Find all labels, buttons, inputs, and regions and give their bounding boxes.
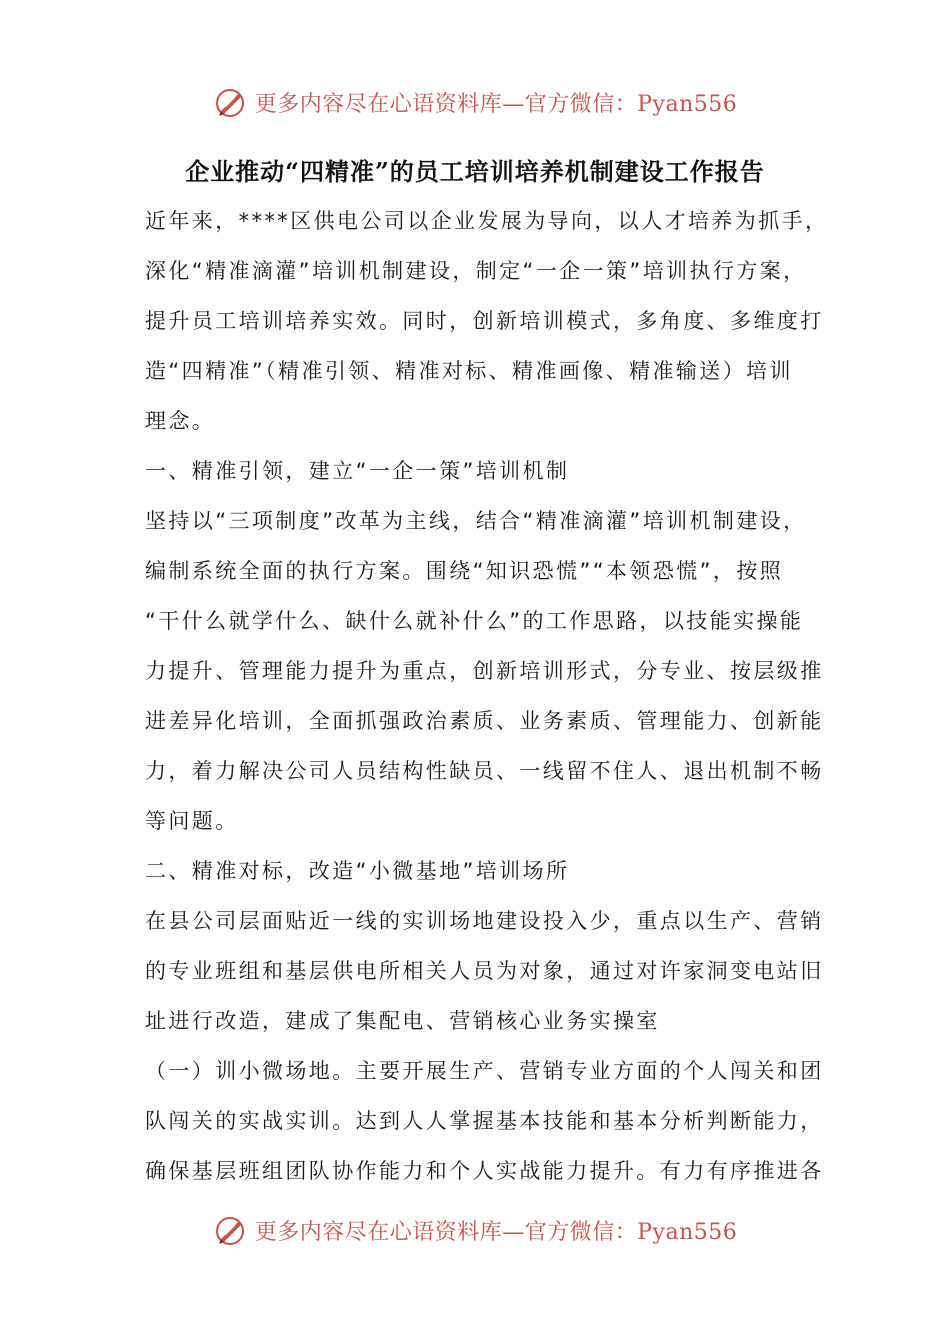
body-line: 深化“精准滴灌”培训机制建设，制定“一企一策”培训执行方案， xyxy=(145,259,807,283)
document-title: 企业推动“四精准”的员工培训培养机制建设工作报告 xyxy=(185,157,765,186)
body-line: 编制系统全面的执行方案。围绕“知识恐慌”“本领恐慌”，按照 xyxy=(145,559,784,583)
body-line: 队闯关的实战实训。达到人人掌握基本技能和基本分析判断能力， xyxy=(145,1109,824,1133)
body-line: 理念。 xyxy=(145,409,216,433)
banner-wechat-id: Pyan556 xyxy=(637,91,738,117)
body-line: 进差异化培训，全面抓强政治素质、业务素质、管理能力、创新能 xyxy=(145,709,824,733)
banner-site-name: 更多内容尽在心语资料库 xyxy=(254,1219,503,1245)
body-line: 在县公司层面贴近一线的实训场地建设投入少，重点以生产、营销 xyxy=(145,909,824,933)
body-line: 坚持以“三项制度”改革为主线，结合“精准滴灌”培训机制建设， xyxy=(145,509,807,533)
body-line: 力，着力解决公司人员结构性缺员、一线留不住人、退出机制不畅 xyxy=(145,759,824,783)
banner-text xyxy=(255,1215,738,1246)
body-line: 的专业班组和基层供电所相关人员为对象，通过对许家洞变电站旧 xyxy=(145,959,824,983)
body-line: 等问题。 xyxy=(145,809,239,833)
body-line: 址进行改造，建成了集配电、营销核心业务实操室 xyxy=(145,1009,660,1033)
pen-logo-icon xyxy=(213,1213,247,1247)
banner-separator: — xyxy=(502,1219,525,1245)
section-heading: 二、精准对标，改造“小微基地”培训场所 xyxy=(145,859,570,883)
body-line: 造“四精准”（精准引领、精准对标、精准画像、精准输送）培训 xyxy=(145,359,793,383)
document-body xyxy=(145,196,829,1196)
body-line: 提升员工培训培养实效。同时，创新培训模式，多角度、多维度打 xyxy=(145,309,824,333)
banner-text xyxy=(255,87,738,118)
pen-logo-icon xyxy=(213,85,247,119)
banner-wechat-id: Pyan556 xyxy=(637,1219,738,1245)
body-line: 力提升、管理能力提升为重点，创新培训形式，分专业、按层级推 xyxy=(145,659,824,683)
banner-wechat-label: 官方微信： xyxy=(524,91,638,117)
body-line: （一）训小微场地。主要开展生产、营销专业方面的个人闯关和团 xyxy=(145,1059,824,1083)
body-line: 近年来，****区供电公司以企业发展为导向，以人才培养为抓手， xyxy=(145,209,829,233)
body-line: 确保基层班组团队协作能力和个人实战能力提升。有力有序推进各 xyxy=(145,1159,824,1183)
footer-banner xyxy=(0,1210,950,1250)
banner-site-name: 更多内容尽在心语资料库 xyxy=(254,91,503,117)
header-banner xyxy=(0,82,950,122)
section-heading: 一、精准引领，建立“一企一策”培训机制 xyxy=(145,459,570,483)
banner-separator: — xyxy=(502,91,525,117)
banner-wechat-label: 官方微信： xyxy=(524,1219,638,1245)
body-line: “干什么就学什么、缺什么就补什么”的工作思路，以技能实操能 xyxy=(145,609,804,633)
